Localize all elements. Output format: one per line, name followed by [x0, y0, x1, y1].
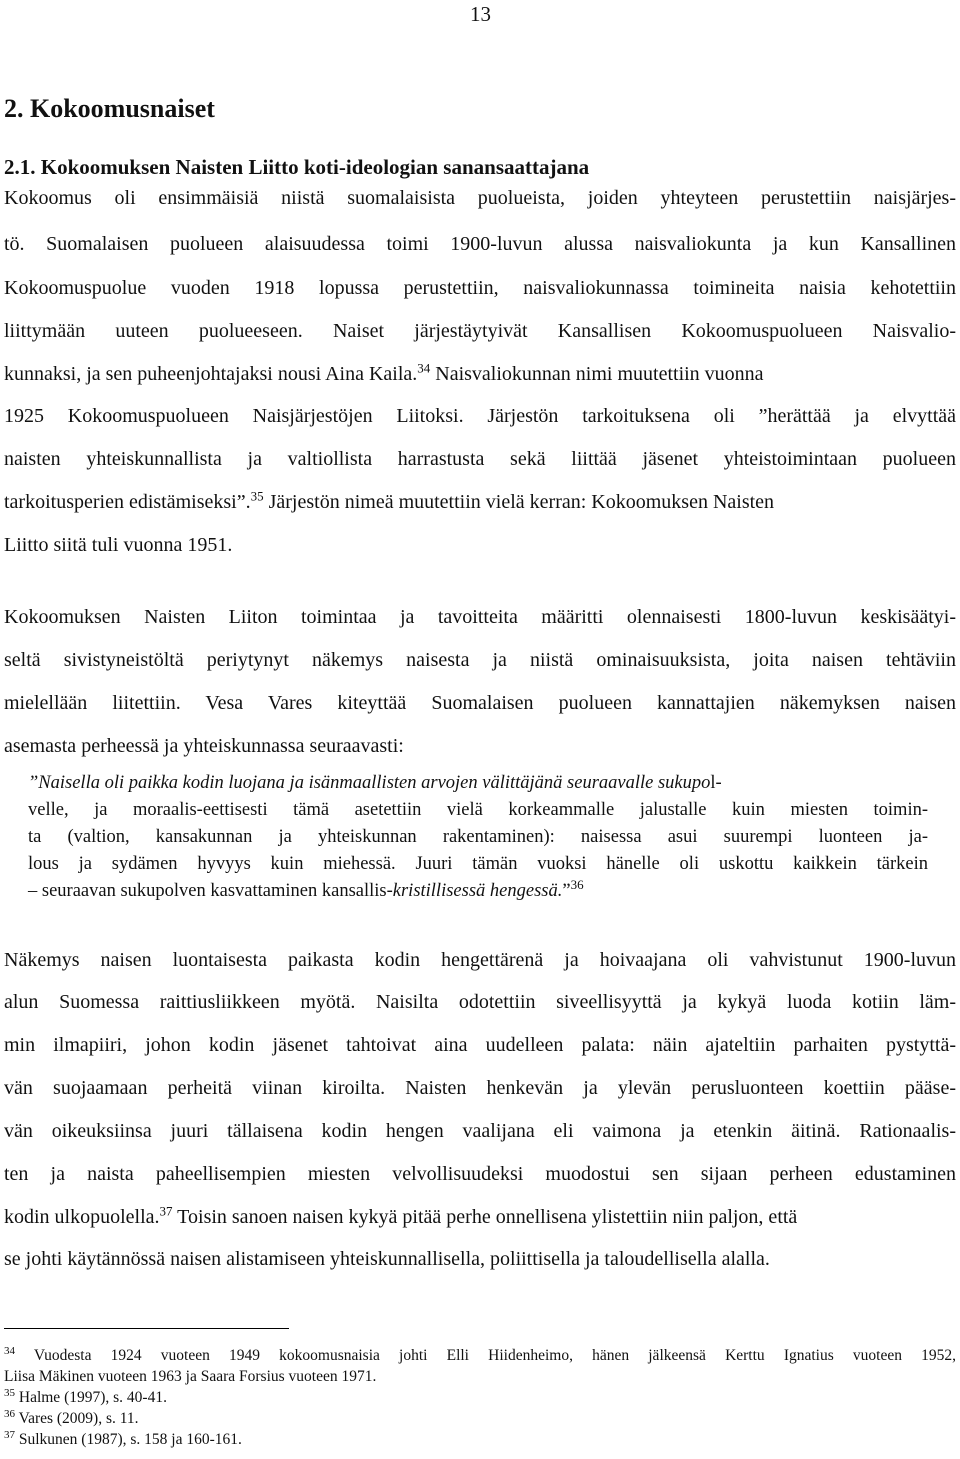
- paragraph-1-line: liittymään uuteen puolueeseen. Naiset järjestäytyivät Kansallisen Kokoomuspuolueen Naisvalio-: [4, 320, 956, 342]
- paragraph-1-line: naisten yhteiskunnallista ja valtiollista harrastusta sekä liittää jäsenet yhteistoimintaan puolueen: [4, 448, 956, 470]
- footnote-number: 37: [4, 1428, 15, 1441]
- footnote-separator: [4, 1328, 289, 1329]
- paragraph-1-line: 1925 Kokoomuspuolueen Naisjärjestöjen Liitoksi. Järjestön tarkoituksena oli ”herättää ja elvyttää: [4, 405, 956, 427]
- text-span: kodin ulkopuolella.: [4, 1206, 160, 1228]
- text-span: tarkoitusperien edistämiseksi”.: [4, 491, 251, 513]
- text-span: – seuraavan sukupolven kasvattaminen kansallis-: [28, 881, 393, 901]
- text-span: ”: [562, 881, 571, 901]
- text-span: Naisvaliokunnan nimi muutettiin vuonna: [430, 363, 764, 385]
- paragraph-1-line: [4, 490, 956, 514]
- footnote-ref-34[interactable]: 34: [417, 360, 431, 376]
- paragraph-3-line: vän oikeuksiinsa juuri tällaisena kodin hengen vaalijana eli vaimona ja etenkin äitinä. Rationaalis-: [4, 1120, 956, 1142]
- footnote-35: [4, 1388, 167, 1408]
- text-span: Toisin sanoen naisen kykyä pitää perhe onnellisena ylistettiin niin paljon, että: [172, 1206, 798, 1228]
- quote-line: [28, 771, 958, 795]
- footnote-text: Sulkunen (1987), s. 158 ja 160-161.: [15, 1431, 242, 1448]
- paragraph-3-line: Näkemys naisen luontaisesta paikasta kodin hengettärenä ja hoivaajana oli vahvistunut 1900-luvun: [4, 949, 956, 971]
- text-span: Järjestön nimeä muutettiin vielä kerran: Kokoomuksen Naisten: [263, 491, 775, 513]
- text-span: l-: [710, 773, 722, 793]
- paragraph-2-line: asemasta perheessä ja yhteiskunnassa seuraavasti:: [4, 735, 404, 757]
- page-number: 13: [470, 2, 491, 26]
- footnote-36: [4, 1409, 139, 1429]
- footnote-text: Halme (1997), s. 40-41.: [15, 1389, 167, 1406]
- paragraph-3-line: [4, 1205, 956, 1229]
- footnote-text: Vares (2009), s. 11.: [15, 1410, 139, 1427]
- footnote-34: [4, 1346, 956, 1366]
- paragraph-3-line: alun Suomessa raittiusliikkeen myötä. Naisilta odotettiin siveellisyyttä ja kykyä luoda kotiin läm-: [4, 991, 956, 1013]
- paragraph-3-line: vän suojaamaan perheitä viinan kiroilta. Naisten henkevän ja ylevän perusluonteen koettiin pääse-: [4, 1077, 956, 1099]
- paragraph-2-line: seltä sivistyneistöltä periytynyt näkemys naisesta ja niistä ominaisuuksista, joita naisen tehtäviin: [4, 649, 956, 671]
- quote-line: [28, 876, 928, 903]
- paragraph-1-line: Liitto siitä tuli vuonna 1951.: [4, 534, 233, 556]
- footnote-34-continued: Liisa Mäkinen vuoteen 1963 ja Saara Forsius vuoteen 1971.: [4, 1368, 377, 1385]
- paragraph-1-line: Kokoomus oli ensimmäisiä niistä suomalaisista puolueista, joiden yhteyteen perustettiin naisjärjes-: [4, 187, 956, 209]
- paragraph-2-line: Kokoomuksen Naisten Liiton toimintaa ja tavoitteita määritti olennaisesti 1800-luvun keskisäätyi-: [4, 606, 956, 628]
- footnote-ref-35[interactable]: 35: [250, 488, 264, 504]
- quote-line: ta (valtion, kansakunnan ja yhteiskunnan rakentaminen): naisessa asui suurempi luonteen ja-: [28, 827, 928, 847]
- paragraph-1-line: tö. Suomalaisen puolueen alaisuudessa toimi 1900-luvun alussa naisvaliokunta ja kun Kansallinen: [4, 233, 956, 255]
- subsection-heading: 2.1. Kokoomuksen Naisten Liitto koti-ideologian sanansaattajana: [4, 155, 590, 179]
- text-span: kunnaksi, ja sen puheenjohtajaksi nousi Aina Kaila.: [4, 363, 418, 385]
- quote-line: lous ja sydämen hyvyys kuin miehessä. Juuri tämän vuoksi hänelle oli uskottu kaikkein tärkein: [28, 854, 928, 874]
- footnote-number: 36: [4, 1407, 15, 1420]
- footnote-ref-36[interactable]: 36: [570, 876, 584, 892]
- footnote-37: [4, 1430, 242, 1450]
- paragraph-3-line: se johti käytännössä naisen alistamiseen yhteiskunnallisella, poliittisella ja taloudellisella alalla.: [4, 1248, 770, 1270]
- paragraph-2-line: mielellään liitettiin. Vesa Vares kiteyttää Suomalaisen puolueen kannattajien näkemyksen naisen: [4, 692, 956, 714]
- paragraph-1-line: [4, 362, 956, 386]
- footnote-ref-37[interactable]: 37: [159, 1203, 173, 1219]
- quote-line: velle, ja moraalis-eettisesti tämä asetettiin vielä korkeammalle jalustalle kuin miesten toimin-: [28, 800, 928, 820]
- paragraph-3-line: ten ja naista paheellisempien miesten velvollisuudeksi muodostui sen sijaan perheen edustaminen: [4, 1163, 956, 1185]
- quote-italic: ”Naisella oli paikka kodin luojana ja isänmaallisten arvojen välittäjänä seuraavalle sukupo: [28, 773, 711, 793]
- quote-italic: kristillisessä hengessä.: [392, 881, 563, 901]
- footnote-number: 35: [4, 1386, 15, 1399]
- paragraph-3-line: min ilmapiiri, johon kodin jäsenet tahtoivat aina uudelleen palata: näin ajateltiin parhaiten pystyttä-: [4, 1034, 956, 1056]
- footnote-text: Vuodesta 1924 vuoteen 1949 kokoomusnaisia johti Elli Hiidenheimo, hänen jälkeensä Kerttu Ignatius vuoteen 1952,: [15, 1347, 956, 1364]
- section-heading: 2. Kokoomusnaiset: [4, 94, 215, 123]
- footnote-number: 34: [4, 1344, 15, 1357]
- paragraph-1-line: Kokoomuspuolue vuoden 1918 lopussa perustettiin, naisvaliokunnassa toimineita naisia kehotettiin: [4, 277, 956, 299]
